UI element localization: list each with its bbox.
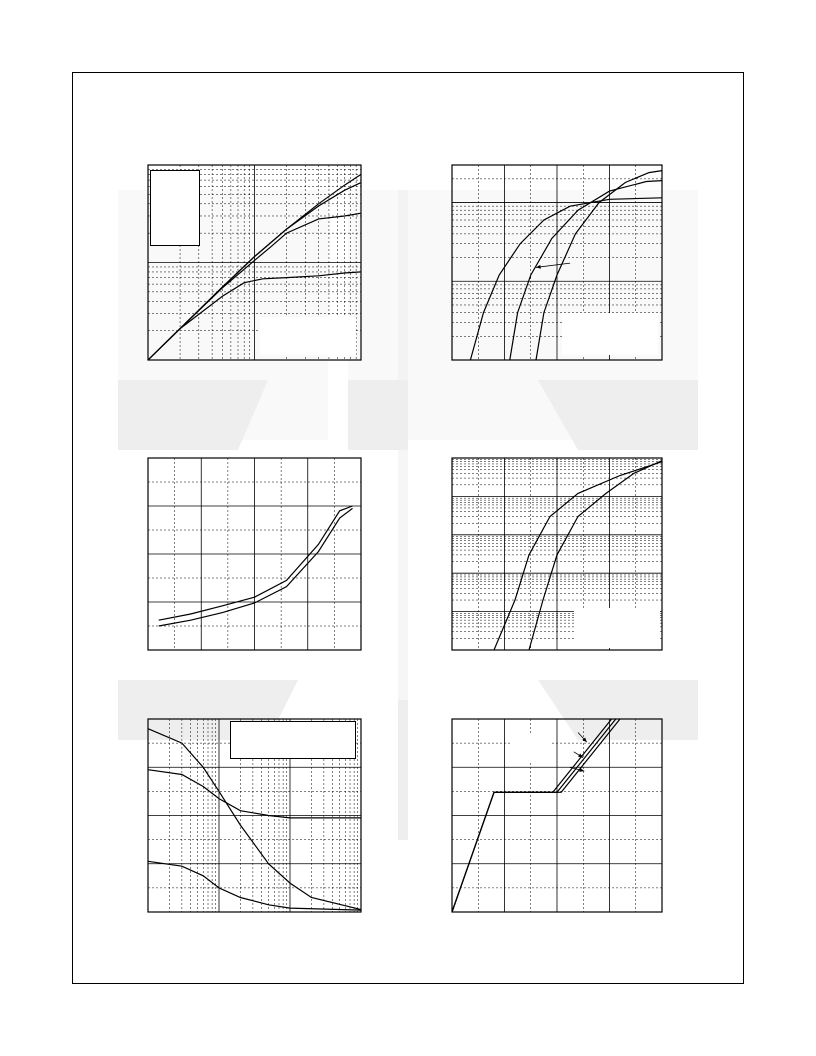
chart-6 [452,719,662,912]
chart-3-series-2-line [159,508,353,626]
chart-3 [148,458,361,650]
chart-3-plot [148,458,361,650]
chart-5-series-3-line [148,861,361,910]
chart-6-note-box [510,735,552,763]
chart-4 [452,458,662,650]
chart-1-legend-box [150,170,200,246]
chart-2 [452,165,662,360]
chart-4-note-box [574,608,660,648]
chart-2-note-box [562,313,658,355]
chart-5 [148,719,361,912]
chart-1-note-box [260,317,356,355]
chart-1 [148,165,361,360]
chart-2-pointer-arrow [536,263,570,267]
chart-5-legend-box [230,721,356,759]
chart-5-series-2-line [148,770,361,818]
chart-6-plot [452,719,662,912]
